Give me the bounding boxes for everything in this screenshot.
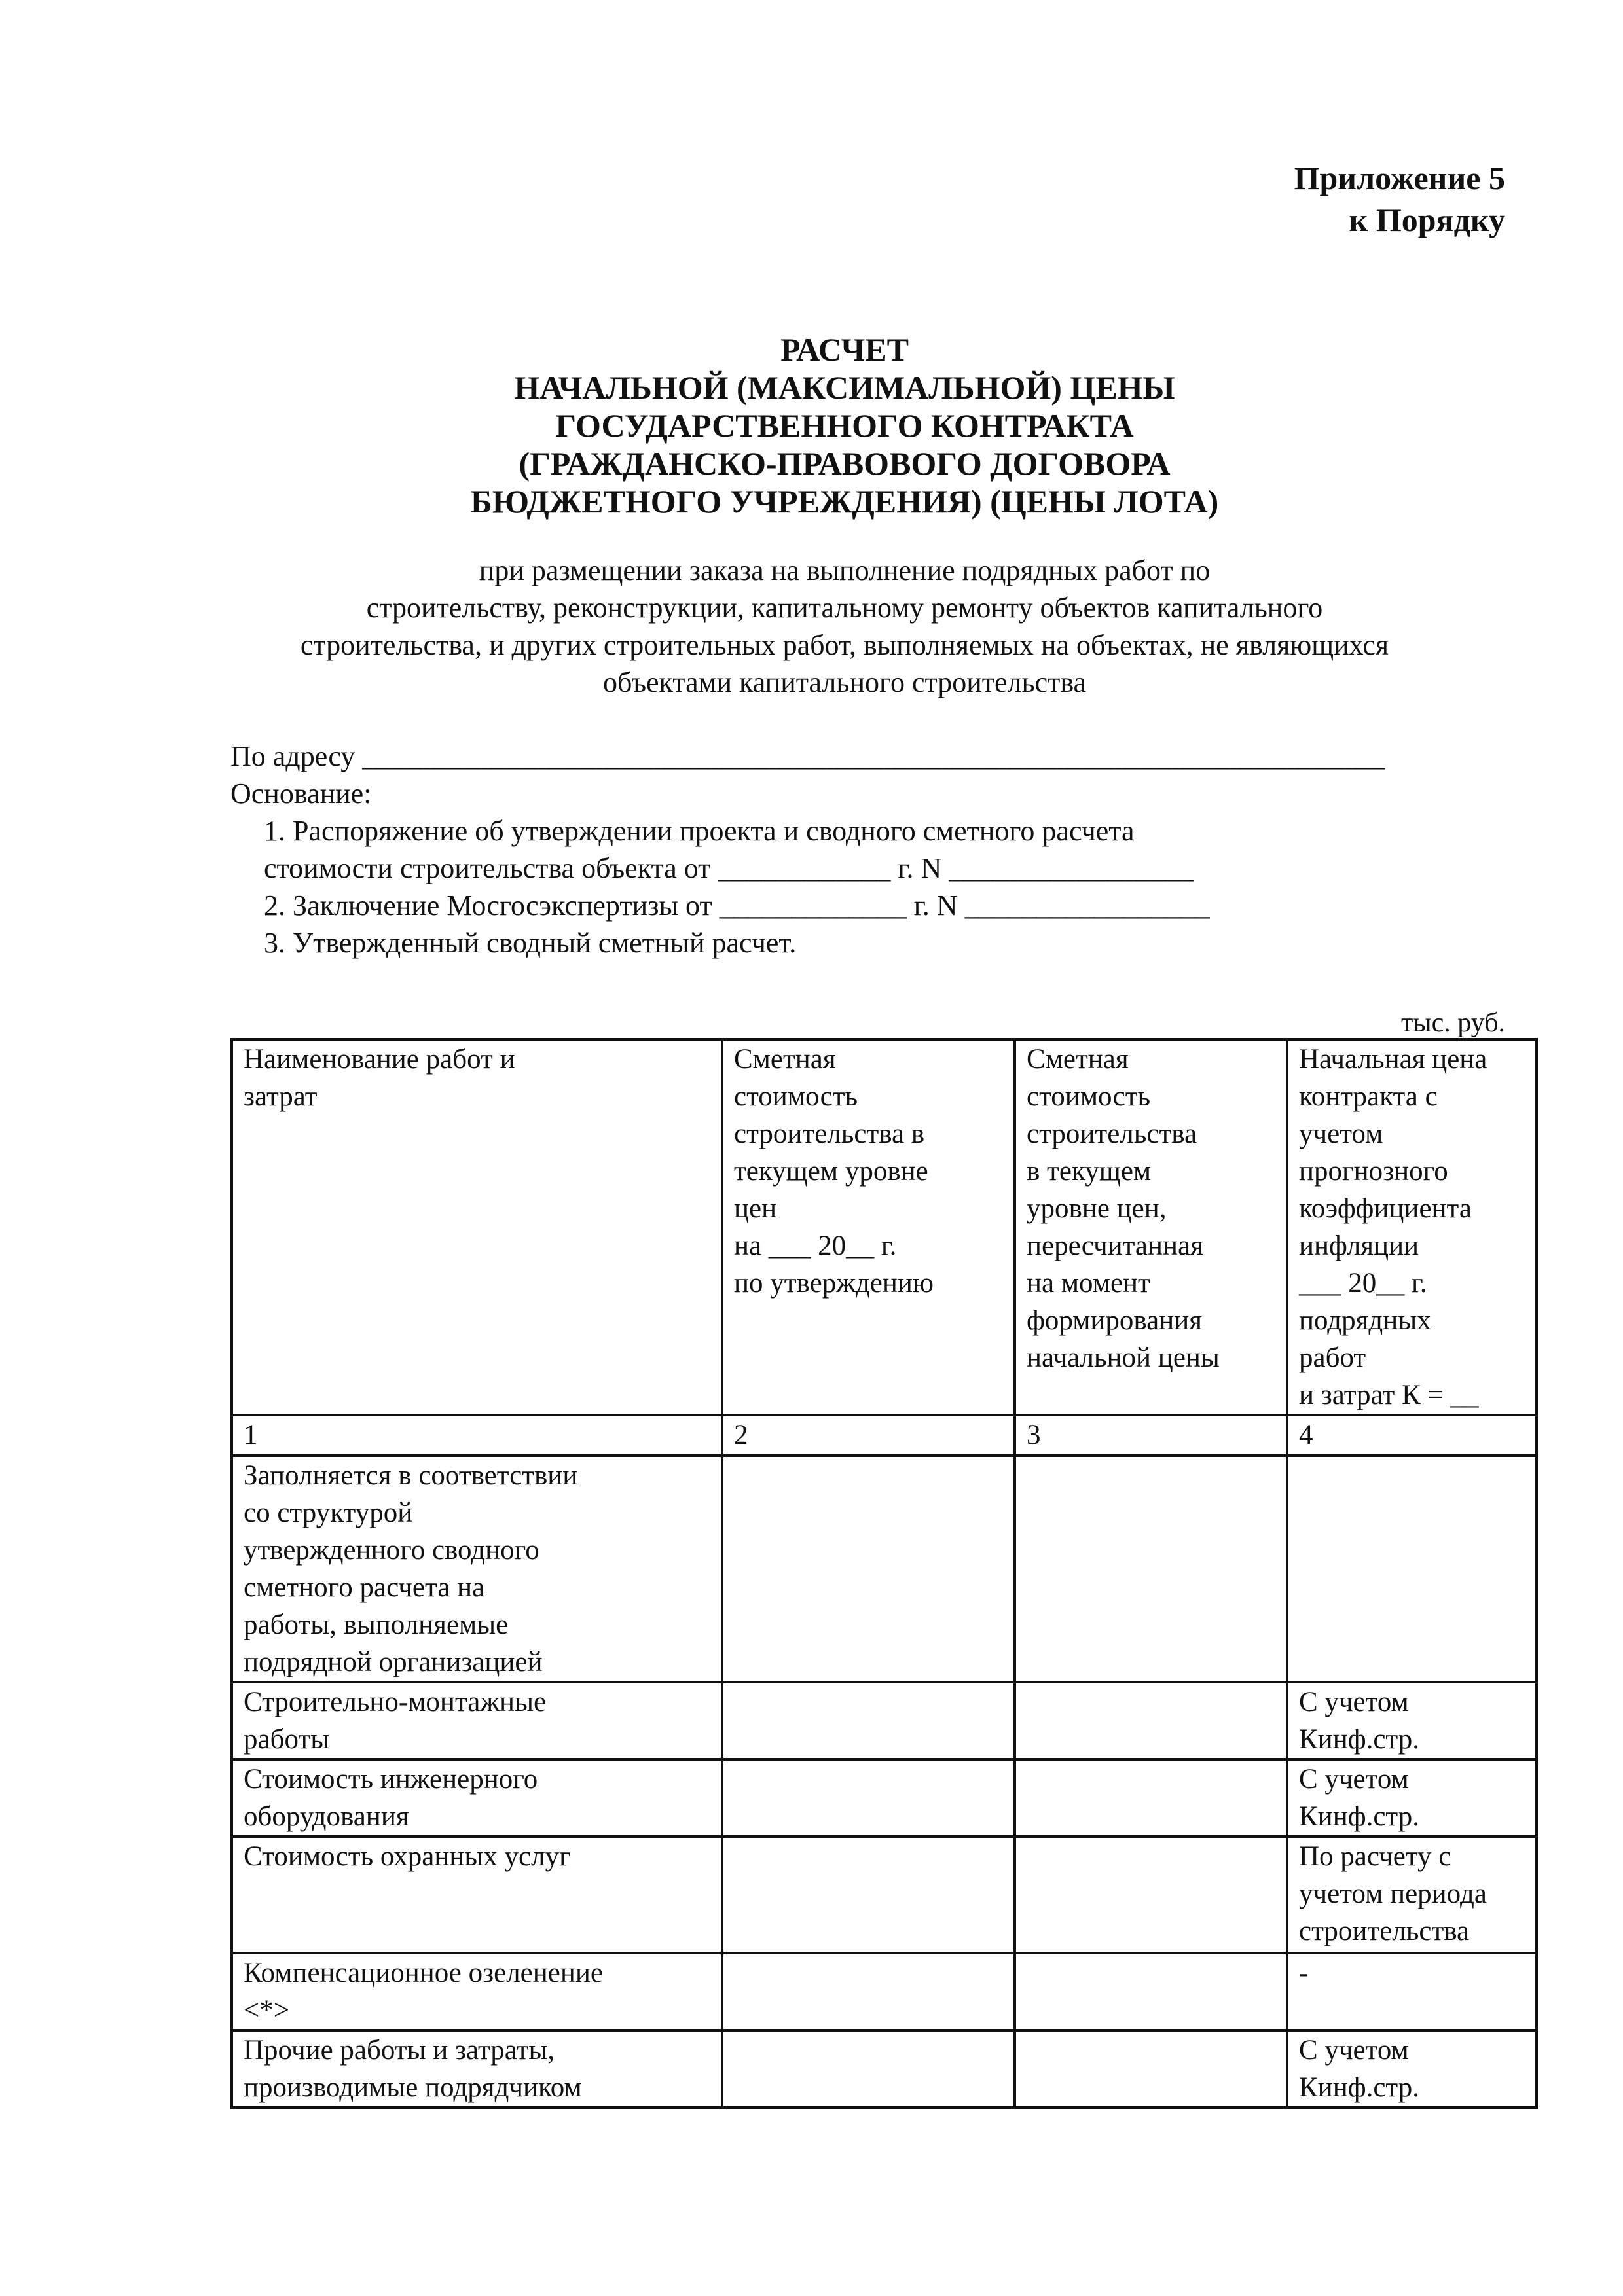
row-name: Стоимость инженерного оборудования bbox=[232, 1759, 722, 1837]
cell-value: - bbox=[1287, 1953, 1537, 2030]
column-number: 4 bbox=[1287, 1415, 1537, 1456]
price-calculation-table bbox=[230, 1038, 1538, 2109]
cell-value bbox=[1287, 1456, 1537, 1682]
cell-value: С учетом Кинф.стр. bbox=[1287, 1759, 1537, 1837]
header-cell-current-cost: Сметная стоимость строительства в текущем уровне цен, пересчитанная на момент формирования начальной цены bbox=[1015, 1039, 1287, 1415]
subtitle-line: строительству, реконструкции, капитальному ремонту объектов капитального bbox=[366, 592, 1323, 624]
basis-item: 3. Утвержденный сводный сметный расчет. bbox=[264, 927, 797, 959]
document-title bbox=[196, 331, 1493, 520]
column-number: 1 bbox=[232, 1415, 722, 1456]
table-row bbox=[232, 2030, 1537, 2108]
title-line: (ГРАЖДАНСКО-ПРАВОВОГО ДОГОВОРА bbox=[519, 445, 1171, 482]
column-number: 2 bbox=[722, 1415, 1015, 1456]
title-line: ГОСУДАРСТВЕННОГО КОНТРАКТА bbox=[555, 407, 1134, 444]
table-row bbox=[232, 1837, 1537, 1953]
appendix-header bbox=[1294, 157, 1505, 241]
row-name: Стоимость охранных услуг bbox=[232, 1837, 722, 1953]
row-name: Строительно-монтажные работы bbox=[232, 1682, 722, 1759]
cell-value bbox=[1015, 2030, 1287, 2108]
basis-label: Основание: bbox=[230, 778, 372, 810]
address-line: По адресу _______________________________________________________________________ bbox=[230, 740, 1385, 772]
cell-value bbox=[1015, 1837, 1287, 1953]
row-name: Заполняется в соответствии со структурой утвержденного сводного сметного расчета на работы, выполняемые подрядной организацией bbox=[232, 1456, 722, 1682]
row-name: Прочие работы и затраты, производимые подрядчиком bbox=[232, 2030, 722, 2108]
cell-value bbox=[722, 2030, 1015, 2108]
table-row bbox=[232, 1456, 1537, 1682]
basis-item: 1. Распоряжение об утверждении проекта и сводного сметного расчета bbox=[264, 815, 1135, 847]
column-number-row bbox=[232, 1415, 1537, 1456]
table-row bbox=[232, 1953, 1537, 2030]
cell-value bbox=[1015, 1456, 1287, 1682]
cell-value: С учетом Кинф.стр. bbox=[1287, 2030, 1537, 2108]
subtitle-line: строительства, и других строительных работ, выполняемых на объектах, не являющихся bbox=[300, 629, 1389, 661]
document-subtitle bbox=[196, 552, 1493, 701]
row-name: Компенсационное озеленение <*> bbox=[232, 1953, 722, 2030]
header-cell-initial-price: Начальная цена контракта с учетом прогнозного коэффициента инфляции ___ 20__ г. подрядных работ и затрат К = __ bbox=[1287, 1039, 1537, 1415]
currency-units: тыс. руб. bbox=[1401, 1008, 1505, 1038]
cell-value bbox=[1015, 1682, 1287, 1759]
header-cell-name: Наименование работ и затрат bbox=[232, 1039, 722, 1415]
title-line: РАСЧЕТ bbox=[780, 331, 909, 368]
cell-value bbox=[1015, 1953, 1287, 2030]
column-number: 3 bbox=[1015, 1415, 1287, 1456]
appendix-number: Приложение 5 bbox=[1294, 160, 1505, 196]
header-row bbox=[232, 1039, 1537, 1415]
table-row bbox=[232, 1759, 1537, 1837]
appendix-reference: к Порядку bbox=[1349, 202, 1505, 238]
basis-item: стоимости строительства объекта от ____________ г. N _________________ bbox=[264, 852, 1194, 884]
cell-value bbox=[722, 1837, 1015, 1953]
table-row bbox=[232, 1682, 1537, 1759]
basis-item: 2. Заключение Мосгосэкспертизы от _____________ г. N _________________ bbox=[264, 889, 1210, 922]
cell-value: С учетом Кинф.стр. bbox=[1287, 1682, 1537, 1759]
header-cell-approved-cost: Сметная стоимость строительства в текущем уровне цен на ___ 20__ г. по утверждению bbox=[722, 1039, 1015, 1415]
cell-value bbox=[722, 1682, 1015, 1759]
cell-value bbox=[722, 1759, 1015, 1837]
cell-value: По расчету с учетом периода строительства bbox=[1287, 1837, 1537, 1953]
title-line: БЮДЖЕТНОГО УЧРЕЖДЕНИЯ) (ЦЕНЫ ЛОТА) bbox=[470, 483, 1219, 520]
subtitle-line: при размещении заказа на выполнение подрядных работ по bbox=[479, 554, 1211, 586]
cell-value bbox=[722, 1456, 1015, 1682]
subtitle-line: объектами капитального строительства bbox=[602, 666, 1087, 698]
cell-value bbox=[722, 1953, 1015, 2030]
cell-value bbox=[1015, 1759, 1287, 1837]
title-line: НАЧАЛЬНОЙ (МАКСИМАЛЬНОЙ) ЦЕНЫ bbox=[514, 369, 1175, 406]
